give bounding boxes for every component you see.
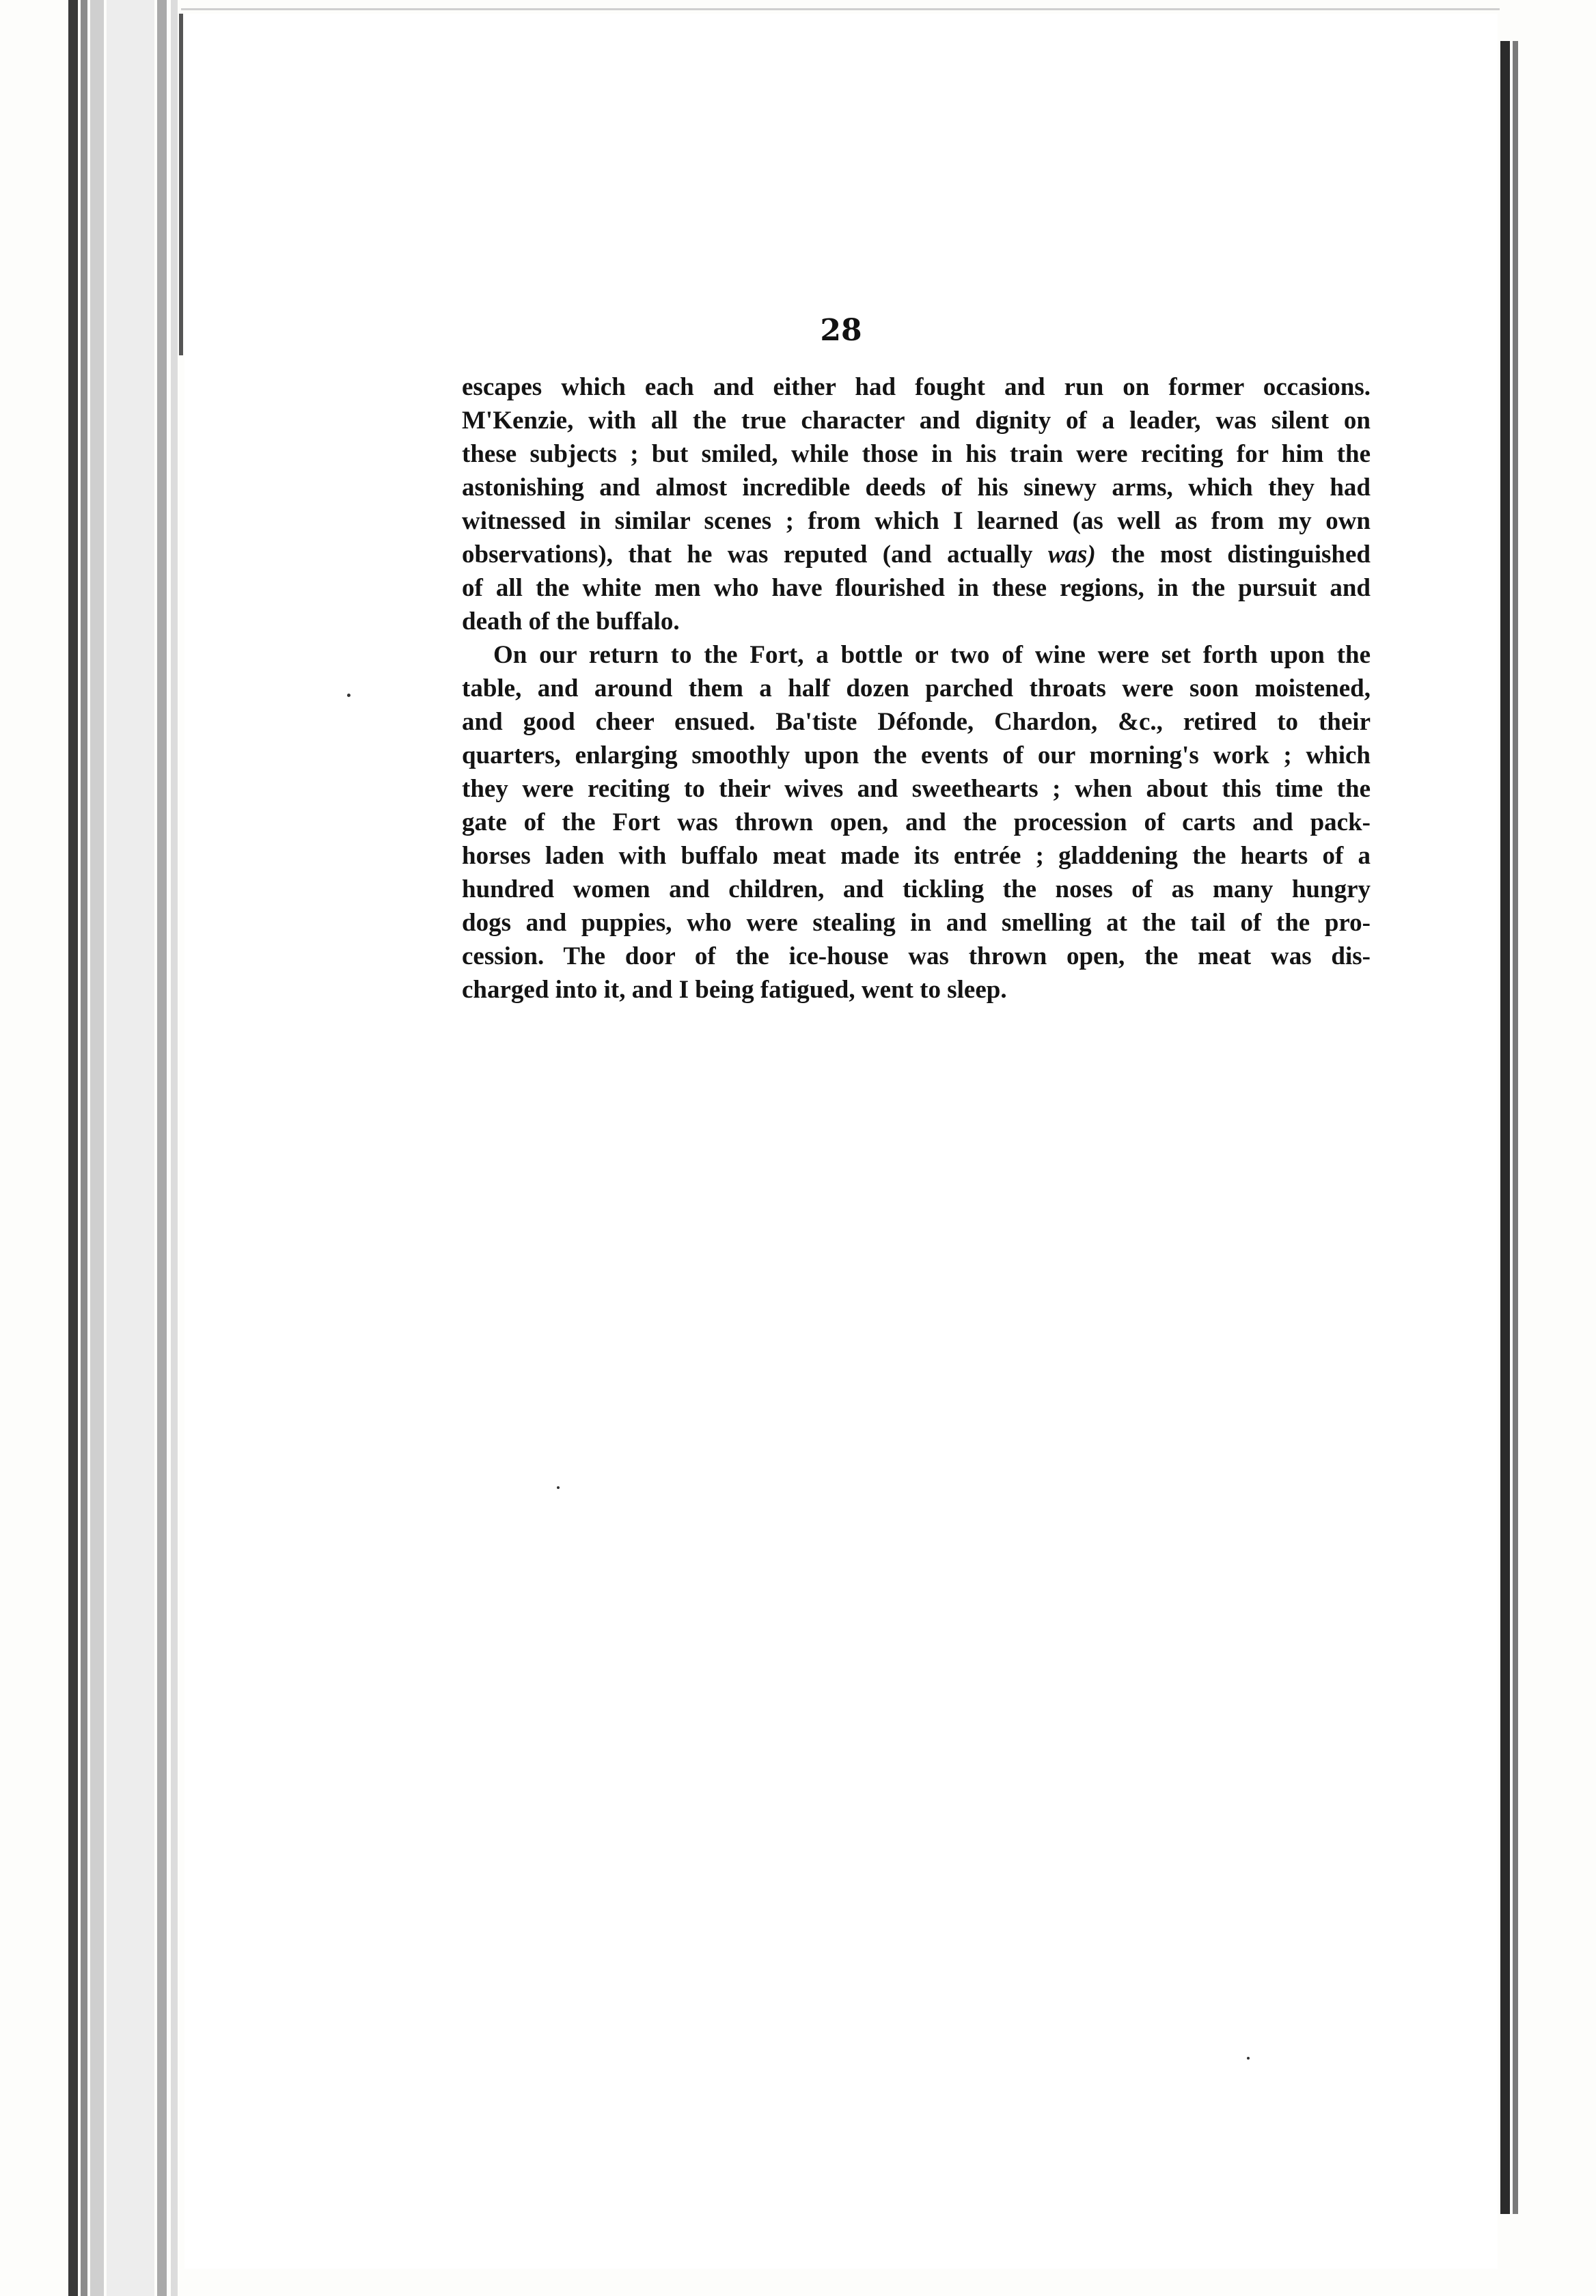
text-line-with-emphasis (462, 538, 1371, 571)
text-segment: the most distinguished (1111, 541, 1371, 569)
scan-speck (1247, 2057, 1250, 2060)
page-number: 28 (820, 313, 862, 348)
scan-speck (557, 1486, 560, 1489)
text-line: these subjects ; but smiled, while those in his train were reciting for him the (462, 440, 1371, 468)
text-line: M'Kenzie, with all the true character and dignity of a leader, was silent on (462, 407, 1371, 435)
book-edge-inner (171, 0, 178, 2296)
text-line: and good cheer ensued. Ba'tiste Défonde, Chardon, &c., retired to their (462, 708, 1371, 736)
text-line: death of the buffalo. (462, 607, 680, 636)
text-line: escapes which each and either had fought and run on former occasions. (462, 373, 1371, 401)
text-line: quarters, enlarging smoothly upon the events of our morning's work ; which (462, 741, 1371, 769)
paragraph-1 (462, 370, 1371, 638)
text-line: of all the white men who have flourished in these regions, in the pursuit and (462, 574, 1371, 602)
scan-speck (347, 694, 350, 697)
right-page-border-inner (1513, 41, 1518, 2214)
text-line: dogs and puppies, who were stealing in and smelling at the tail of the pro- (462, 909, 1371, 937)
text-line: witnessed in similar scenes ; from which I learned (as well as from my own (462, 507, 1371, 535)
emphasized-word: was) (1047, 541, 1096, 569)
book-edge-dark (68, 0, 78, 2296)
book-edge-mid (81, 0, 87, 2296)
book-page-stack (107, 0, 154, 2296)
text-line: horses laden with buffalo meat made its entrée ; gladdening the hearts of a (462, 842, 1371, 870)
text-segment: observations), that he was reputed (and actually (462, 541, 1033, 569)
paragraph-2 (462, 638, 1371, 1007)
book-edge-light (90, 0, 104, 2296)
page-top-edge (181, 8, 1500, 10)
body-text (462, 370, 1371, 1007)
text-line: they were reciting to their wives and sweethearts ; when about this time the (462, 775, 1371, 803)
page-sheet (184, 14, 1498, 2269)
text-line: charged into it, and I being fatigued, went to sleep. (462, 976, 1007, 1004)
text-line: cession. The door of the ice-house was thrown open, the meat was dis- (462, 942, 1371, 970)
text-line: astonishing and almost incredible deeds of his sinewy arms, which they had (462, 474, 1371, 502)
gutter-shadow (179, 14, 183, 355)
book-edge-line (157, 0, 167, 2296)
right-page-border (1500, 41, 1510, 2214)
text-line: gate of the Fort was thrown open, and the procession of carts and pack- (462, 808, 1371, 836)
text-line: table, and around them a half dozen parched throats were soon moistened, (462, 674, 1371, 702)
text-line: On our return to the Fort, a bottle or two of wine were set forth upon the (493, 641, 1371, 669)
text-line: hundred women and children, and tickling the noses of as many hungry (462, 875, 1371, 903)
